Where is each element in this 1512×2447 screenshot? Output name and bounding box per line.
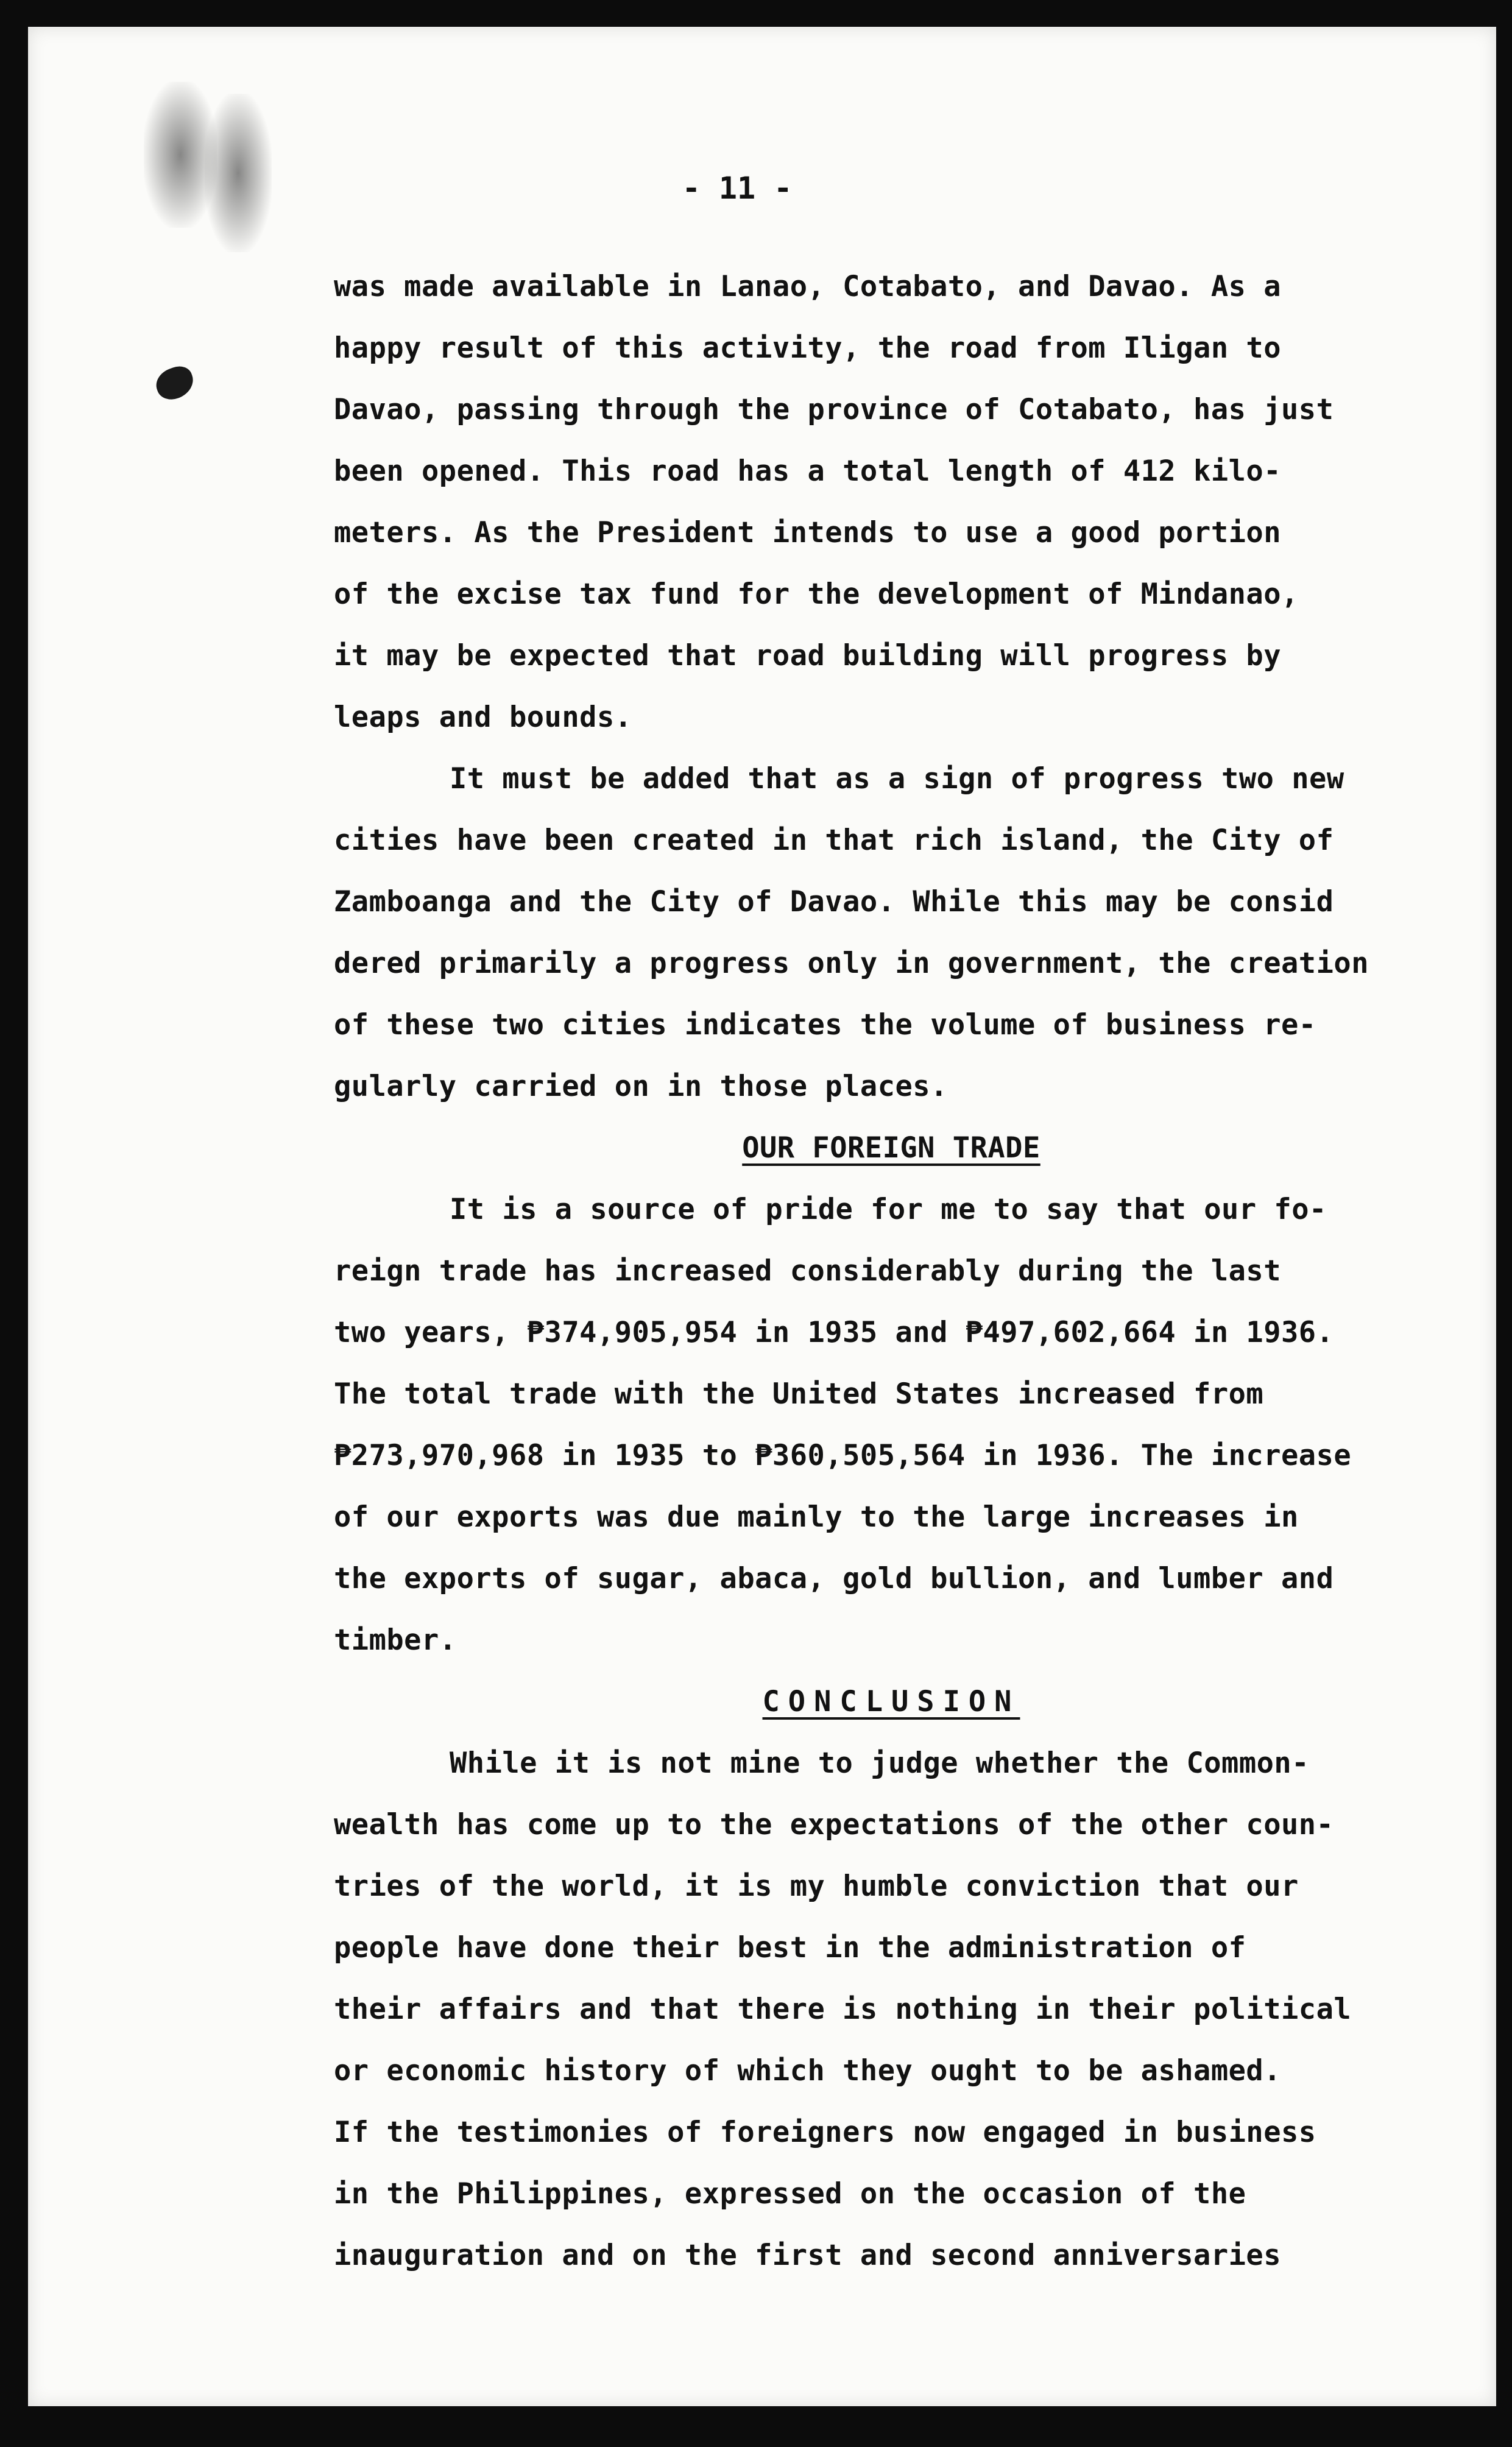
text-line: the exports of sugar, abaca, gold bullion, and lumber and	[334, 1562, 1334, 1595]
text-line: If the testimonies of foreigners now engaged in business	[334, 2116, 1316, 2149]
text-line: or economic history of which they ought to be ashamed.	[334, 2054, 1282, 2088]
text-line: of our exports was due mainly to the large increases in	[334, 1500, 1299, 1534]
document-body	[334, 256, 1449, 2286]
page-number: - 11 -	[682, 171, 793, 206]
text-line: two years, ₱374,905,954 in 1935 and ₱497,602,664 in 1936.	[334, 1316, 1334, 1349]
paragraph-conclusion	[334, 1732, 1449, 2286]
text-line: it may be expected that road building will progress by	[334, 639, 1282, 673]
text-line: dered primarily a progress only in government, the creation	[334, 947, 1369, 980]
text-line: inauguration and on the first and second anniversaries	[334, 2239, 1282, 2272]
paragraph-new-cities	[334, 748, 1449, 1117]
text-line: reign trade has increased considerably during the last	[334, 1254, 1282, 1288]
ink-smudge	[205, 94, 272, 252]
section-heading-conclusion: CONCLUSION	[762, 1685, 1020, 1718]
ink-blot	[152, 362, 197, 404]
text-line: leaps and bounds.	[334, 701, 632, 734]
text-line: Davao, passing through the province of Cotabato, has just	[334, 393, 1334, 426]
text-line: wealth has come up to the expectations of the other coun-	[334, 1808, 1334, 1841]
text-line: was made available in Lanao, Cotabato, and Davao. As a	[334, 270, 1282, 303]
text-line: people have done their best in the administration of	[334, 1931, 1246, 1965]
text-line: It is a source of pride for me to say that our fo-	[450, 1193, 1327, 1226]
text-line: gularly carried on in those places.	[334, 1070, 948, 1103]
text-line: their affairs and that there is nothing in their political	[334, 1993, 1352, 2026]
text-line: in the Philippines, expressed on the occasion of the	[334, 2177, 1246, 2211]
text-line: been opened. This road has a total length of 412 kilo-	[334, 454, 1282, 488]
text-line: The total trade with the United States increased from	[334, 1377, 1264, 1411]
text-line: cities have been created in that rich island, the City of	[334, 824, 1334, 857]
text-line: tries of the world, it is my humble conviction that our	[334, 1870, 1299, 1903]
text-line: It must be added that as a sign of progress two new	[450, 762, 1344, 796]
text-line: of the excise tax fund for the development of Mindanao,	[334, 577, 1299, 611]
text-line: happy result of this activity, the road from Iligan to	[334, 331, 1282, 365]
text-line: timber.	[334, 1623, 457, 1657]
text-line: While it is not mine to judge whether the Common-	[450, 1746, 1310, 1780]
text-line: of these two cities indicates the volume of business re-	[334, 1008, 1316, 1042]
paragraph-continuation	[334, 256, 1449, 748]
text-line: Zamboanga and the City of Davao. While this may be consid	[334, 885, 1334, 919]
text-line: ₱273,970,968 in 1935 to ₱360,505,564 in 1936. The increase	[334, 1439, 1352, 1472]
paragraph-foreign-trade	[334, 1179, 1449, 1671]
text-line: meters. As the President intends to use a good portion	[334, 516, 1282, 549]
section-heading-foreign-trade: OUR FOREIGN TRADE	[742, 1131, 1040, 1165]
